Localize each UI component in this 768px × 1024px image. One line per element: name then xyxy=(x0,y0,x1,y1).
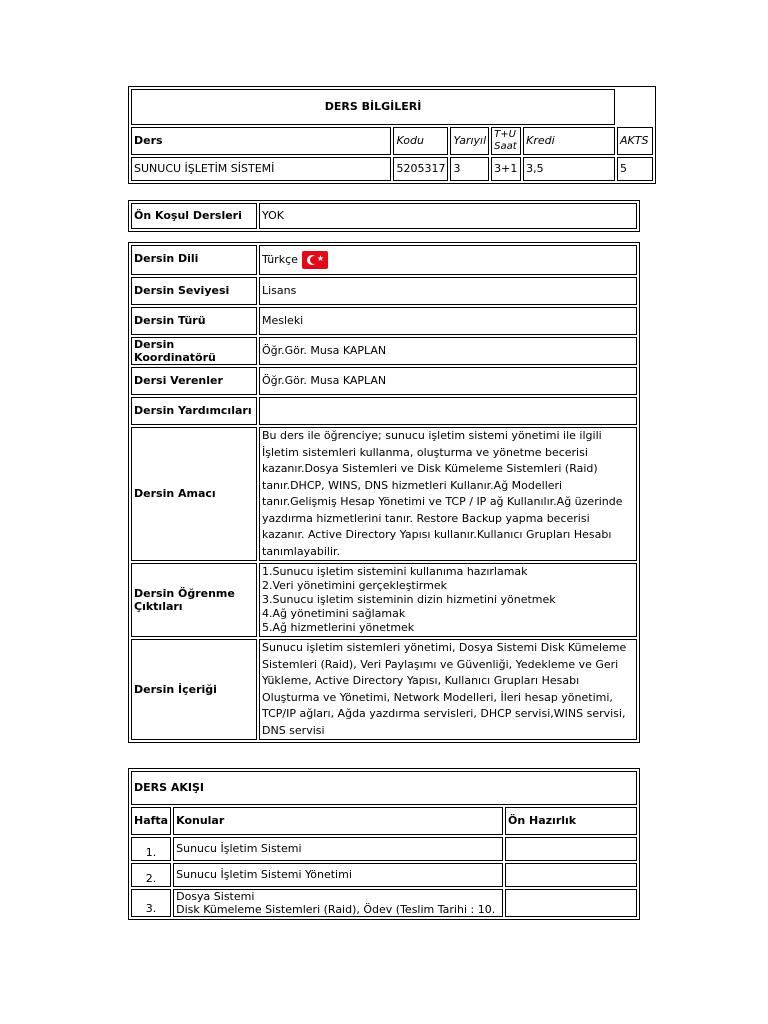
ciktilar-list xyxy=(259,563,637,637)
verenler-label: Dersi Verenler xyxy=(131,367,257,395)
hafta-number: 1. xyxy=(131,837,171,861)
yardimci-value xyxy=(259,397,637,425)
cikti-item: 1.Sunucu işletim sistemini kullanıma hazırlamak xyxy=(262,565,528,578)
hazirlik-text xyxy=(505,889,637,917)
cikti-item: 5.Ağ hizmetlerini yönetmek xyxy=(262,621,415,634)
hazirlik-text xyxy=(505,837,637,861)
ders-tu-saat: 3+1 xyxy=(491,157,521,181)
ders-adi: SUNUCU İŞLETİM SİSTEMİ xyxy=(131,157,391,181)
cikti-item: 3.Sunucu işletim sisteminin dizin hizmetini yönetmek xyxy=(262,593,556,606)
on-kosul-label: Ön Koşul Dersleri xyxy=(131,203,257,229)
hafta-number: 3. xyxy=(131,889,171,917)
turkish-flag-icon: ★ xyxy=(302,251,328,269)
ders-akisi-title: DERS AKIŞI xyxy=(131,771,637,805)
hazirlik-text xyxy=(505,863,637,887)
table-row xyxy=(131,837,637,861)
ders-bilgileri-title: DERS BİLGİLERİ xyxy=(131,89,615,125)
dil-cell xyxy=(259,245,637,275)
dil-value: Türkçe xyxy=(262,253,298,266)
ciktilar-label: Dersin Öğrenme Çıktıları xyxy=(131,563,257,637)
header-kodu: Kodu xyxy=(393,127,448,155)
header-yariyil: Yarıyıl xyxy=(450,127,489,155)
tur-value: Mesleki xyxy=(259,307,637,335)
konu-text xyxy=(173,889,503,917)
header-akts: AKTS xyxy=(617,127,653,155)
amac-value: Bu ders ile öğrenciye; sunucu işletim sistemi yönetimi ile ilgili İşletim sistemleri kullanma, oluşturma ve yönetme becerisi kazanır.Dosya Sistemleri ve Disk Kümeleme Sistemleri (Raid) tanır.DHCP, WINS, DNS hizmetleri Kullanır.Ağ Modelleri tanır.Gelişmiş Hesap Yönetimi ve TCP / IP ağ Kullanılır.Ağ üzerinde yazdırma hizmetlerini tanır. Restore Backup yapma becerisi kazanır. Active Directory Yapısı kullanır.Kullanıcı Grupları Hesabı tanımlayabilir. xyxy=(259,427,637,561)
header-hafta: Hafta xyxy=(131,807,171,835)
header-on-hazirlik: Ön Hazırlık xyxy=(505,807,637,835)
on-kosul-table xyxy=(128,200,640,232)
header-kredi: Kredi xyxy=(523,127,615,155)
konu-line: Disk Kümeleme Sistemleri (Raid), Ödev (Teslim Tarihi : 10. xyxy=(176,903,496,916)
konu-text: Sunucu İşletim Sistemi Yönetimi xyxy=(173,863,503,887)
icerik-value: Sunucu işletim sistemleri yönetimi, Dosya Sistemi Disk Kümeleme Sistemleri (Raid), Veri Paylaşımı ve Güvenliği, Yedekleme ve Geri Yükleme, Active Directory Yapısı, Kullanıcı Grupları Hesabı Oluşturma ve Yönetimi, Network Modelleri, İleri hesap yönetimi, TCP/IP ağları, Ağda yazdırma servisleri, DHCP servisi,WINS servisi, DNS servisi xyxy=(259,639,637,740)
icerik-label: Dersin İçeriği xyxy=(131,639,257,740)
koordinator-value: Öğr.Gör. Musa KAPLAN xyxy=(259,337,637,365)
hafta-number: 2. xyxy=(131,863,171,887)
amac-label: Dersin Amacı xyxy=(131,427,257,561)
konu-line: Dosya Sistemi xyxy=(176,890,255,903)
ders-detay-table xyxy=(128,242,640,743)
ders-kodu: 5205317 xyxy=(393,157,448,181)
tur-label: Dersin Türü xyxy=(131,307,257,335)
ders-akisi-table xyxy=(128,768,640,920)
seviye-value: Lisans xyxy=(259,277,637,305)
ders-kredi: 3,5 xyxy=(523,157,615,181)
cikti-item: 4.Ağ yönetimini sağlamak xyxy=(262,607,406,620)
ders-bilgileri-table xyxy=(128,86,656,184)
konu-text: Sunucu İşletim Sistemi xyxy=(173,837,503,861)
header-ders: Ders xyxy=(131,127,391,155)
header-tu-saat: T+U Saat xyxy=(491,127,521,155)
yardimci-label: Dersin Yardımcıları xyxy=(131,397,257,425)
header-konular: Konular xyxy=(173,807,503,835)
ders-akts: 5 xyxy=(617,157,653,181)
table-row xyxy=(131,863,637,887)
seviye-label: Dersin Seviyesi xyxy=(131,277,257,305)
ders-yariyil: 3 xyxy=(450,157,489,181)
verenler-value: Öğr.Gör. Musa KAPLAN xyxy=(259,367,637,395)
on-kosul-value: YOK xyxy=(259,203,637,229)
table-row xyxy=(131,889,637,917)
dil-label: Dersin Dili xyxy=(131,245,257,275)
koordinator-label: Dersin Koordinatörü xyxy=(131,337,257,365)
cikti-item: 2.Veri yönetimini gerçekleştirmek xyxy=(262,579,447,592)
